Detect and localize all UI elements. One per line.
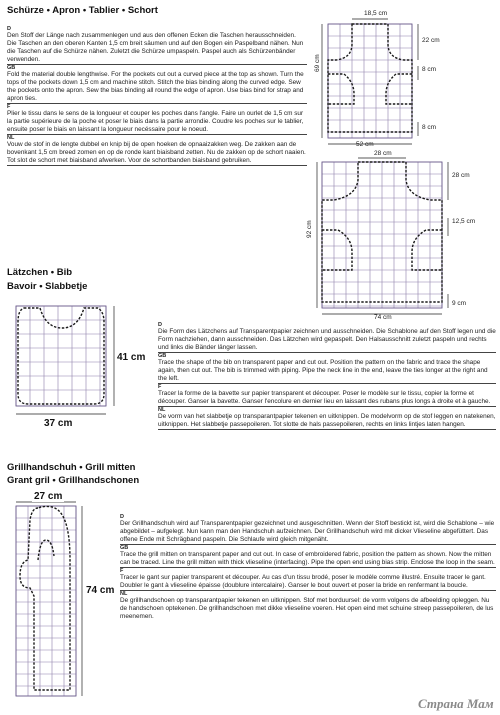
instruction-paragraph: De grillhandschoen op transparantpapier tekenen en uitknippen. Stof met borduursel: de vorm volgens de afbeelding opleggen. Nu de handschoen optekenen. De grillhandschoen met dikke vlieseline voeren. Het open eind met schuine streep passepoileren, de lus meenemen. [120, 597, 494, 620]
dim-right-3: 8 cm [422, 124, 437, 131]
lang-label: NL [7, 135, 15, 141]
pattern-grid [322, 162, 442, 308]
bib-title-2: Bavoir • Slabbetje [7, 281, 88, 292]
bib-dim-width: 37 cm [44, 418, 73, 429]
bib-dim-height: 41 cm [117, 352, 146, 363]
apron-text-fr [7, 104, 307, 135]
dim-left: 69 cm [314, 54, 321, 72]
bib-text-fr [158, 384, 496, 407]
apron-text-de [7, 26, 307, 65]
lang-label: GB [7, 65, 16, 71]
instruction-paragraph: Trace the shape of the bib on transparent paper and cut out. Position the pattern on the fabric and trace the shape again, then cut out. The bib is trimmed with piping. Pipe the neck line in the end, leave the ties longer at the right and the left. [158, 359, 488, 382]
apron-outline [328, 24, 412, 132]
dim-right-2: 8 cm [422, 66, 437, 73]
lang-label: F [7, 104, 11, 110]
dim-right-1: 22 cm [422, 37, 440, 44]
mitten-outline [20, 506, 70, 690]
instruction-paragraph: Die Form des Lätzchens auf Transparentpapier zeichnen und ausschneiden. Die Schablone auf den Stoff legen und die Form nachziehen, dann ausschneiden. Das Lätzchen wird gepaspelt. Den Halsausschnitt zuletzt paspeln und rechts und links die Bänder länger lassen. [158, 328, 496, 351]
lang-label: NL [158, 407, 166, 413]
apron-text-gb [7, 65, 307, 104]
mitten-instructions [120, 514, 496, 621]
bib-outline [18, 308, 104, 404]
mitten-title-2: Grant gril • Grillhandschonen [7, 475, 140, 486]
pattern-grid [328, 24, 412, 138]
mitten-text-nl [120, 591, 496, 621]
instruction-paragraph: De vorm van het slabbetje op transparantpapier tekenen en uitknippen. De modelvorm op de stof leggen en natekenen, uitknippen. Het slabbetje passepoileren. Tot slotte de hals passepoileren, rechts en links lintjes laten hangen. [158, 413, 496, 428]
instruction-paragraph: Vouw de stof in de lengte dubbel en knip bij de open hoeken de opnaaizakken weg. De zakken aan de bovenkant 1,5 cm breed zomen en op de ronde kant biaisband zetten. Nu de zakken op de schort naaien. Tot slot de schort met biaisband afwerken. Voor de schortbanden biaisband gebruiken. [7, 141, 306, 164]
apron-title: Schürze • Apron • Tablier • Schort [7, 5, 158, 16]
lang-label: F [120, 568, 124, 574]
dim-top: 18,5 cm [364, 10, 388, 17]
lang-label: D [120, 514, 124, 520]
instruction-paragraph: Der Grillhandschuh wird auf Transparentpapier gezeichnet und ausgeschnitten. Wenn der Stoff bestickt ist, wird die Schablone – wie abgebildet – aufgelegt. Nun kann man den Handschuh aufzeichnen. Der Grillhandschuh wird mit dicker Vlieseline abgefüttert. Das offene Ende mit Schrägband paspeln. Die Schlaufe wird gleich mitgenäht. [120, 520, 495, 543]
pattern-grid [16, 306, 106, 406]
dim-bottom: 74 cm [374, 314, 392, 321]
instruction-paragraph: Trace the grill mitten on transparent paper and cut out. In case of embroidered fabric, position the pattern as shown. Now the mitten can be traced. Line the grill mitten with thick vlieseline (interfacing). Pipe the open end using bias strip. Enclose the loop in the seam. [120, 551, 495, 566]
bib-title-1: Lätzchen • Bib [7, 267, 73, 278]
apron-instructions [7, 26, 307, 166]
instruction-paragraph: Tracer le gant sur papier transparent et découper. Au cas d'un tissu brodé, poser le modèle comme illustré. Ensuite tracer le gant. Doubler le gant à vlieseline épaisse (doublure intercalaire). Ganser le bout ouvert et poser la bride en renfermant la boucle. [120, 574, 486, 589]
mitten-dim-width: 27 cm [34, 491, 63, 502]
bib-text-de [158, 322, 496, 353]
dim-right-2: 12,5 cm [452, 218, 476, 225]
lang-label: GB [120, 545, 129, 551]
lang-label: GB [158, 353, 167, 359]
mitten-text-de [120, 514, 496, 545]
mitten-pattern [10, 500, 120, 705]
lang-label: D [158, 322, 162, 328]
dim-right-1: 28 cm [452, 172, 470, 179]
dim-right-3: 9 cm [452, 300, 467, 307]
apron-text-nl [7, 135, 307, 166]
watermark: Страна Мам [418, 696, 494, 711]
instruction-paragraph: Den Stoff der Länge nach zusammenlegen und aus den offenen Ecken die Taschen herausschneiden. Die Taschen an den oberen Kanten 1,5 cm breit säumen und auf den Bogen ein Paspelband nähen. Nun die Taschen auf die Schürze nähen. Zuletzt die Schürze umpaspeln. Paspel auch als Schürzenbänder verwenden. [7, 32, 304, 63]
dim-left: 92 cm [306, 220, 313, 238]
pattern-grid [16, 506, 76, 696]
bib-text-nl [158, 407, 496, 430]
bib-pattern [10, 300, 150, 430]
instruction-paragraph: Tracer la forme de la bavette sur papier transparent et découper. Poser le modèle sur le tissu, copier la forme et découper. Ganser la bavette. Ganser l'encolure en dernier lieu en laissant des rubans plus longs à droite et à gauche. [158, 390, 491, 405]
mitten-title-1: Grillhandschuh • Grill mitten [7, 462, 136, 473]
bib-instructions [158, 322, 496, 430]
instruction-paragraph: Plier le tissu dans le sens de la longueur et couper les poches dans l'angle. Faire un ourlet de 1,5 cm sur la partie supérieure de la poche et poser le biais dans la partie arrondie. Coudre les poches sur le tablier, ensuite poser le biais en laissant la longueur necéssaire pour le noeud. [7, 110, 304, 133]
lang-label: NL [120, 591, 128, 597]
lang-label: D [7, 26, 11, 32]
instruction-paragraph: Fold the material double lengthwise. For the pockets cut out a curved piece at the top as shown. Turn the tops of the pockets down 1,5 cm and machine stitch. Stitch the bias binding along the curved edge. Sew the pockets onto the apron. Sew the bias binding all round the edge of apron. Use bias bind for strap and apron ties. [7, 71, 304, 102]
dim-bottom: 52 cm [356, 141, 374, 148]
dim-top: 28 cm [374, 150, 392, 157]
mitten-dim-height: 74 cm [86, 585, 115, 596]
apron-pattern-small [314, 14, 494, 154]
mitten-text-gb [120, 545, 496, 568]
bib-text-gb [158, 353, 496, 384]
lang-label: F [158, 384, 162, 390]
mitten-text-fr [120, 568, 496, 591]
